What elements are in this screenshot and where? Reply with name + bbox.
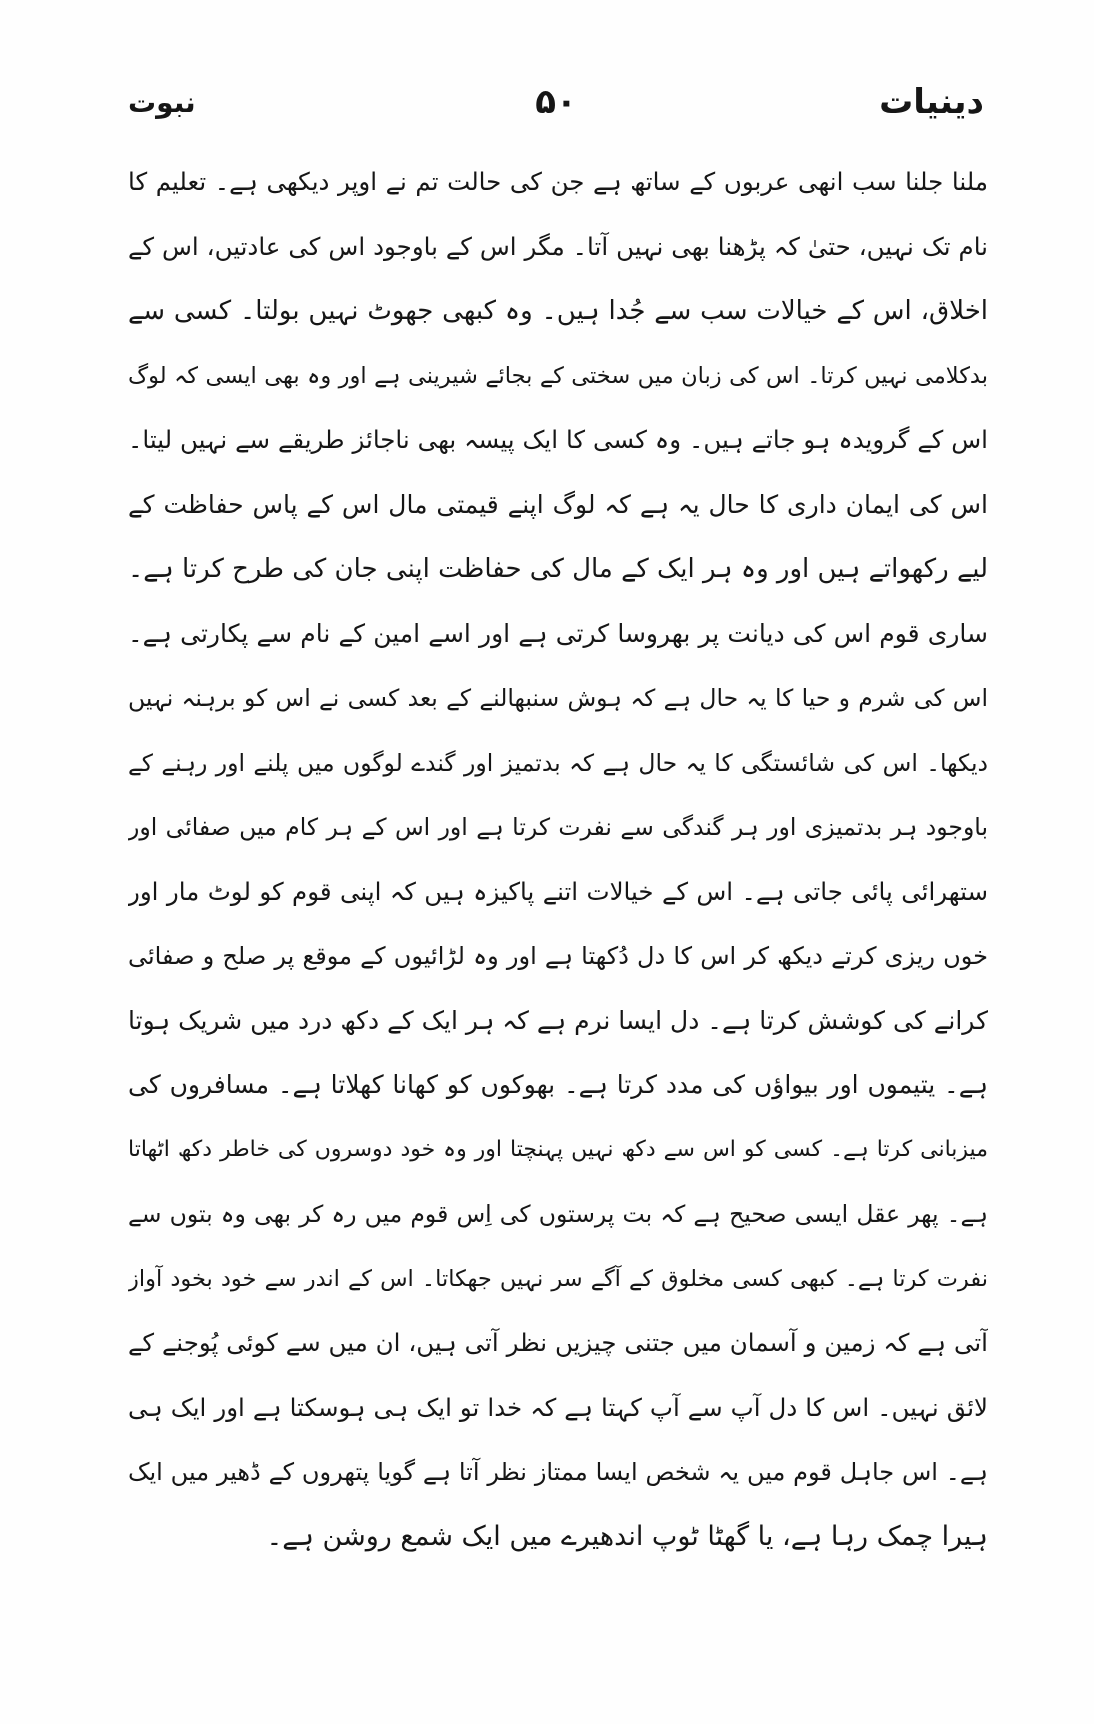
text-line: ستھرائی پائی جاتی ہے۔ اس کے خیالات اتنے پاکیزہ ہیں کہ اپنی قوم کو لوٹ مار اور: [128, 876, 988, 906]
book-title: دینیات: [879, 82, 984, 122]
text-line: دیکھا۔ اس کی شائستگی کا یہ حال ہے کہ بدتمیز اور گندے لوگوں میں پلنے اور رہنے کے: [128, 748, 988, 777]
page-number: ۵۰: [535, 82, 577, 122]
text-line: ملنا جلنا سب انھی عربوں کے ساتھ ہے جن کی حالت تم نے اوپر دیکھی ہے۔ تعلیم کا: [128, 167, 988, 196]
text-line: لائق نہیں۔ اس کا دل آپ سے آپ کہتا ہے کہ خدا تو ایک ہی ہوسکتا ہے اور ایک ہی: [128, 1392, 988, 1422]
chapter-title: نبوت: [128, 86, 196, 119]
text-line: ہے۔ اس جاہل قوم میں یہ شخص ایسا ممتاز نظر آتا ہے گویا پتھروں کے ڈھیر میں ایک: [128, 1458, 988, 1486]
text-line: لیے رکھواتے ہیں اور وہ ہر ایک کے مال کی حفاظت اپنی جان کی طرح کرتا ہے۔: [128, 554, 988, 584]
page-body-text: [128, 150, 988, 1569]
text-line: آتی ہے کہ زمین و آسمان میں جتنی چیزیں نظر آتی ہیں، ان میں سے کوئی پُوجنے کے: [128, 1328, 988, 1357]
text-line: ہے۔ یتیموں اور بیواؤں کی مدد کرتا ہے۔ بھوکوں کو کھانا کھلاتا ہے۔ مسافروں کی: [128, 1070, 988, 1099]
text-line: نام تک نہیں، حتیٰ کہ پڑھنا بھی نہیں آتا۔ مگر اس کے باوجود اس کی عادتیں، اس کے: [128, 231, 988, 261]
text-line: بدکلامی نہیں کرتا۔ اس کی زبان میں سختی کے بجائے شیرینی ہے اور وہ بھی ایسی کہ لوگ: [128, 362, 988, 389]
text-line: باوجود ہر بدتمیزی اور ہر گندگی سے نفرت کرتا ہے اور اس کے ہر کام میں صفائی اور: [128, 813, 988, 841]
text-line: ساری قوم اس کی دیانت پر بھروسا کرتی ہے اور اسے امین کے نام سے پکارتی ہے۔: [128, 618, 988, 648]
text-line: اخلاق، اس کے خیالات سب سے جُدا ہیں۔ وہ کبھی جھوٹ نہیں بولتا۔ کسی سے: [128, 296, 988, 326]
text-line: ہے۔ پھر عقل ایسی صحیح ہے کہ بت پرستوں کی اِس قوم میں رہ کر بھی وہ بتوں سے: [128, 1200, 988, 1228]
page-header: [128, 82, 984, 142]
text-line: اس کی ایمان داری کا حال یہ ہے کہ لوگ اپنے قیمتی مال اس کے پاس حفاظت کے: [128, 489, 988, 519]
text-line: نفرت کرتا ہے۔ کبھی کسی مخلوق کے آگے سر نہیں جھکاتا۔ اس کے اندر سے خود بخود آواز: [128, 1265, 988, 1292]
text-line: کرانے کی کوشش کرتا ہے۔ دل ایسا نرم ہے کہ ہر ایک کے دکھ درد میں شریک ہوتا: [128, 1005, 988, 1035]
text-line: اس کے گرویدہ ہو جاتے ہیں۔ وہ کسی کا ایک پیسہ بھی ناجائز طریقے سے نہیں لیتا۔: [128, 425, 988, 454]
text-line: خوں ریزی کرتے دیکھ کر اس کا دل دُکھتا ہے اور وہ لڑائیوں کے موقع پر صلح و صفائی: [128, 942, 988, 970]
text-line: میزبانی کرتا ہے۔ کسی کو اس سے دکھ نہیں پہنچتا اور وہ خود دوسروں کی خاطر دکھ اٹھاتا: [128, 1136, 988, 1162]
text-line: اس کی شرم و حیا کا یہ حال ہے کہ ہوش سنبھالنے کے بعد کسی نے اس کو برہنہ نہیں: [128, 684, 988, 712]
text-line: ہیرا چمک رہا ہے، یا گھٹا ٹوپ اندھیرے میں ایک شمع روشن ہے۔: [266, 1520, 988, 1552]
